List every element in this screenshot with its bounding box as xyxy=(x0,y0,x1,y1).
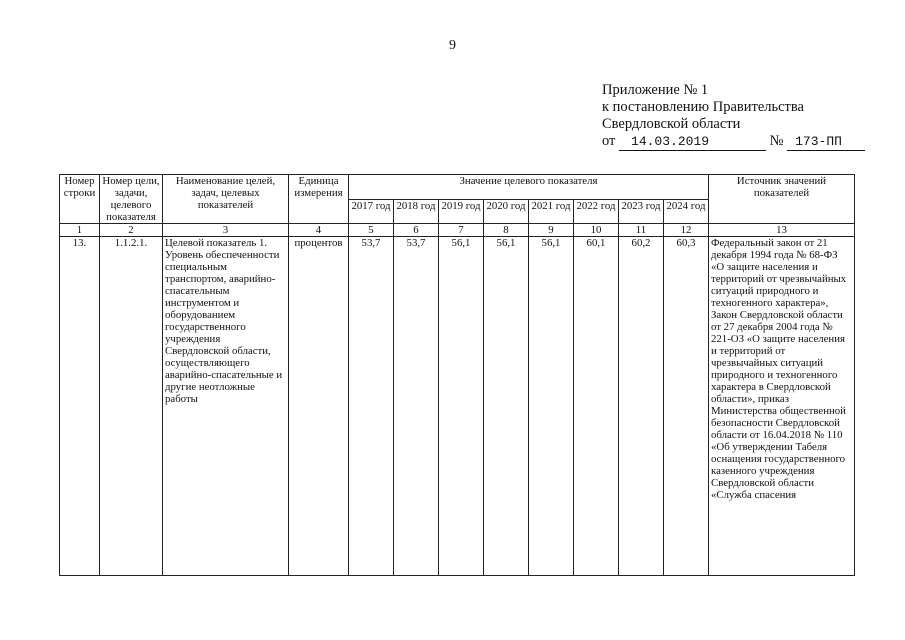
decree-number: 173-ПП xyxy=(787,133,865,151)
column-number: 3 xyxy=(163,224,289,237)
table-row xyxy=(60,237,855,576)
header-value-group: Значение целевого показателя xyxy=(349,175,709,200)
value-2022: 60,1 xyxy=(574,237,619,576)
header-year: 2022 год xyxy=(574,199,619,224)
value-2017: 53,7 xyxy=(349,237,394,576)
value-2020: 56,1 xyxy=(484,237,529,576)
header-source: Источник значений показателей xyxy=(709,175,855,224)
date-prefix: от xyxy=(602,133,616,149)
header-year: 2020 год xyxy=(484,199,529,224)
page-number: 9 xyxy=(449,38,456,53)
source-cell: Федеральный закон от 21 декабря 1994 года № 68-ФЗ «О защите населения и территорий от чрезвычайных ситуаций природного и техногенного характера», Закон Свердловской области от 27 декабря 2004 года № 221-ОЗ «О защите населения и территорий от чрезвычайных ситуаций природного и техногенного характера в Свердловской области», приказ Министерства общественной безопасности Свердловской области от 16.04.2018 № 110 «Об утверждении Табеля оснащения государственного казенного учреждения Свердловской области «Служба спасения xyxy=(709,237,855,576)
column-number: 9 xyxy=(529,224,574,237)
value-2019: 56,1 xyxy=(439,237,484,576)
goal-number: 1.1.2.1. xyxy=(100,237,163,576)
unit-cell: процентов xyxy=(289,237,349,576)
header-year: 2023 год xyxy=(619,199,664,224)
header-year: 2018 год xyxy=(394,199,439,224)
appendix-date-line xyxy=(602,133,865,151)
column-number: 5 xyxy=(349,224,394,237)
appendix-block xyxy=(602,82,865,151)
column-number: 1 xyxy=(60,224,100,237)
indicator-name: Целевой показатель 1. Уровень обеспеченности специальным транспортом, аварийно-спасательным инструментом и оборудованием государственного учреждения Свердловской области, осуществляющего аварийно-спасательные и другие неотложные работы xyxy=(163,237,289,576)
value-2024: 60,3 xyxy=(664,237,709,576)
column-number: 2 xyxy=(100,224,163,237)
header-row-no: Номер строки xyxy=(60,175,100,224)
column-number: 4 xyxy=(289,224,349,237)
row-number: 13. xyxy=(60,237,100,576)
column-number: 11 xyxy=(619,224,664,237)
value-2021: 56,1 xyxy=(529,237,574,576)
column-number-row xyxy=(60,224,855,237)
header-year: 2017 год xyxy=(349,199,394,224)
header-unit: Единица измерения xyxy=(289,175,349,224)
column-number: 10 xyxy=(574,224,619,237)
header-year: 2024 год xyxy=(664,199,709,224)
column-number: 12 xyxy=(664,224,709,237)
header-name: Наименование целей, задач, целевых показателей xyxy=(163,175,289,224)
header-year: 2019 год xyxy=(439,199,484,224)
decree-date: 14.03.2019 xyxy=(619,133,766,151)
column-number: 7 xyxy=(439,224,484,237)
column-number: 13 xyxy=(709,224,855,237)
column-number: 8 xyxy=(484,224,529,237)
header-year: 2021 год xyxy=(529,199,574,224)
appendix-subtitle: к постановлению Правительства xyxy=(602,99,804,115)
value-2023: 60,2 xyxy=(619,237,664,576)
indicators-table xyxy=(59,174,855,576)
value-2018: 53,7 xyxy=(394,237,439,576)
column-number: 6 xyxy=(394,224,439,237)
appendix-title: Приложение № 1 xyxy=(602,82,709,98)
header-row xyxy=(60,175,855,200)
number-prefix: № xyxy=(769,133,784,149)
appendix-region: Свердловской области xyxy=(602,116,741,132)
header-goal-no: Номер цели, задачи, целевого показателя xyxy=(100,175,163,224)
